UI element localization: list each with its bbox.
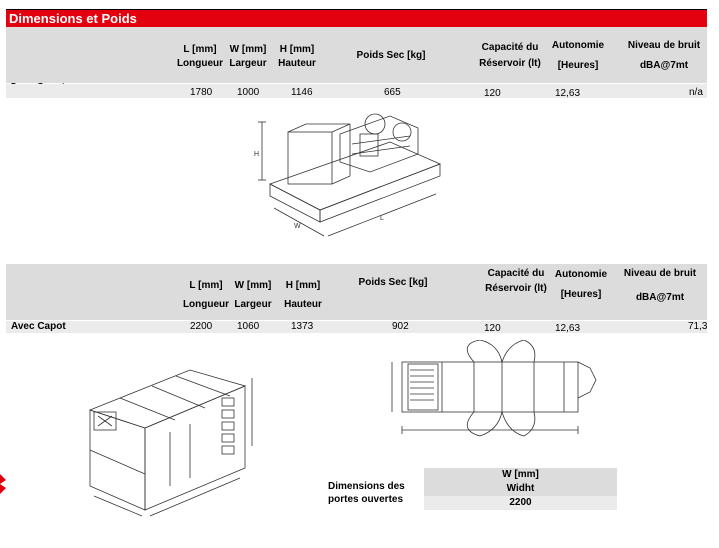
tank-value-2: 120 [484, 323, 501, 334]
length-value-2: 2200 [190, 321, 213, 332]
col-width-header: W [mm] Largeur [229, 44, 267, 69]
col-tank-header-2: Capacité du Réservoir (lt) [485, 268, 547, 294]
col-length-header-2: L [mm] Longueur [182, 280, 230, 310]
col-noise-header: Niveau de bruit dBA@7mt [627, 40, 701, 71]
door-w-sub: Widht [424, 482, 617, 496]
table2-row [6, 321, 707, 333]
section-title: Dimensions et Poids [9, 11, 137, 26]
red-chevron-icon [0, 474, 8, 494]
section-title-bar [6, 9, 707, 28]
door-w-header: W [mm] [424, 468, 617, 482]
col-height-header-2: H [mm] Hauteur [284, 280, 322, 310]
height-value-2: 1373 [291, 321, 314, 332]
tank-value: 120 [484, 88, 501, 99]
table1-row [6, 84, 707, 98]
col-height-header: H [mm] Hauteur [278, 44, 316, 69]
weight-value-2: 902 [392, 321, 409, 332]
width-value-2: 1060 [237, 321, 260, 332]
noise-value-2: 71,3 [688, 321, 708, 332]
length-value: 1780 [190, 87, 213, 98]
col-autonomy-header: Autonomie [Heures] [551, 40, 605, 71]
table2-header [6, 264, 707, 320]
height-value: 1146 [291, 87, 313, 98]
w-dim-label: W [294, 223, 301, 230]
autonomy-value-2: 12,63 [555, 323, 581, 334]
autonomy-value: 12,63 [555, 88, 581, 99]
door-dimensions-label: Dimensions des portes ouvertes [328, 481, 405, 505]
generator-open-frame-drawing [240, 104, 450, 250]
col-tank-header: Capacité du Réservoir (lt) [479, 42, 541, 69]
col-weight-header: Poids Sec [kg] [356, 50, 426, 61]
h-dim-label: H [254, 151, 260, 158]
top-view-doors-open-drawing [388, 340, 608, 440]
col-width-header-2: W [mm] Largeur [234, 280, 272, 310]
table1-header [6, 27, 707, 83]
width-value: 1000 [237, 87, 260, 98]
col-length-header: L [mm] Longueur [176, 44, 224, 69]
col-weight-header-2: Poids Sec [kg] [358, 277, 428, 288]
door-dimensions-table [424, 468, 617, 510]
row-label-avec-capot: Avec Capot [11, 321, 66, 332]
l-dim-label: L [380, 215, 384, 222]
col-noise-header-2: Niveau de bruit dBA@7mt [623, 268, 697, 303]
weight-value: 665 [384, 87, 401, 98]
generator-canopy-drawing [80, 350, 260, 520]
door-w-value: 2200 [424, 496, 617, 510]
noise-value: n/a [689, 87, 703, 98]
col-autonomy-header-2: Autonomie [Heures] [554, 269, 608, 300]
